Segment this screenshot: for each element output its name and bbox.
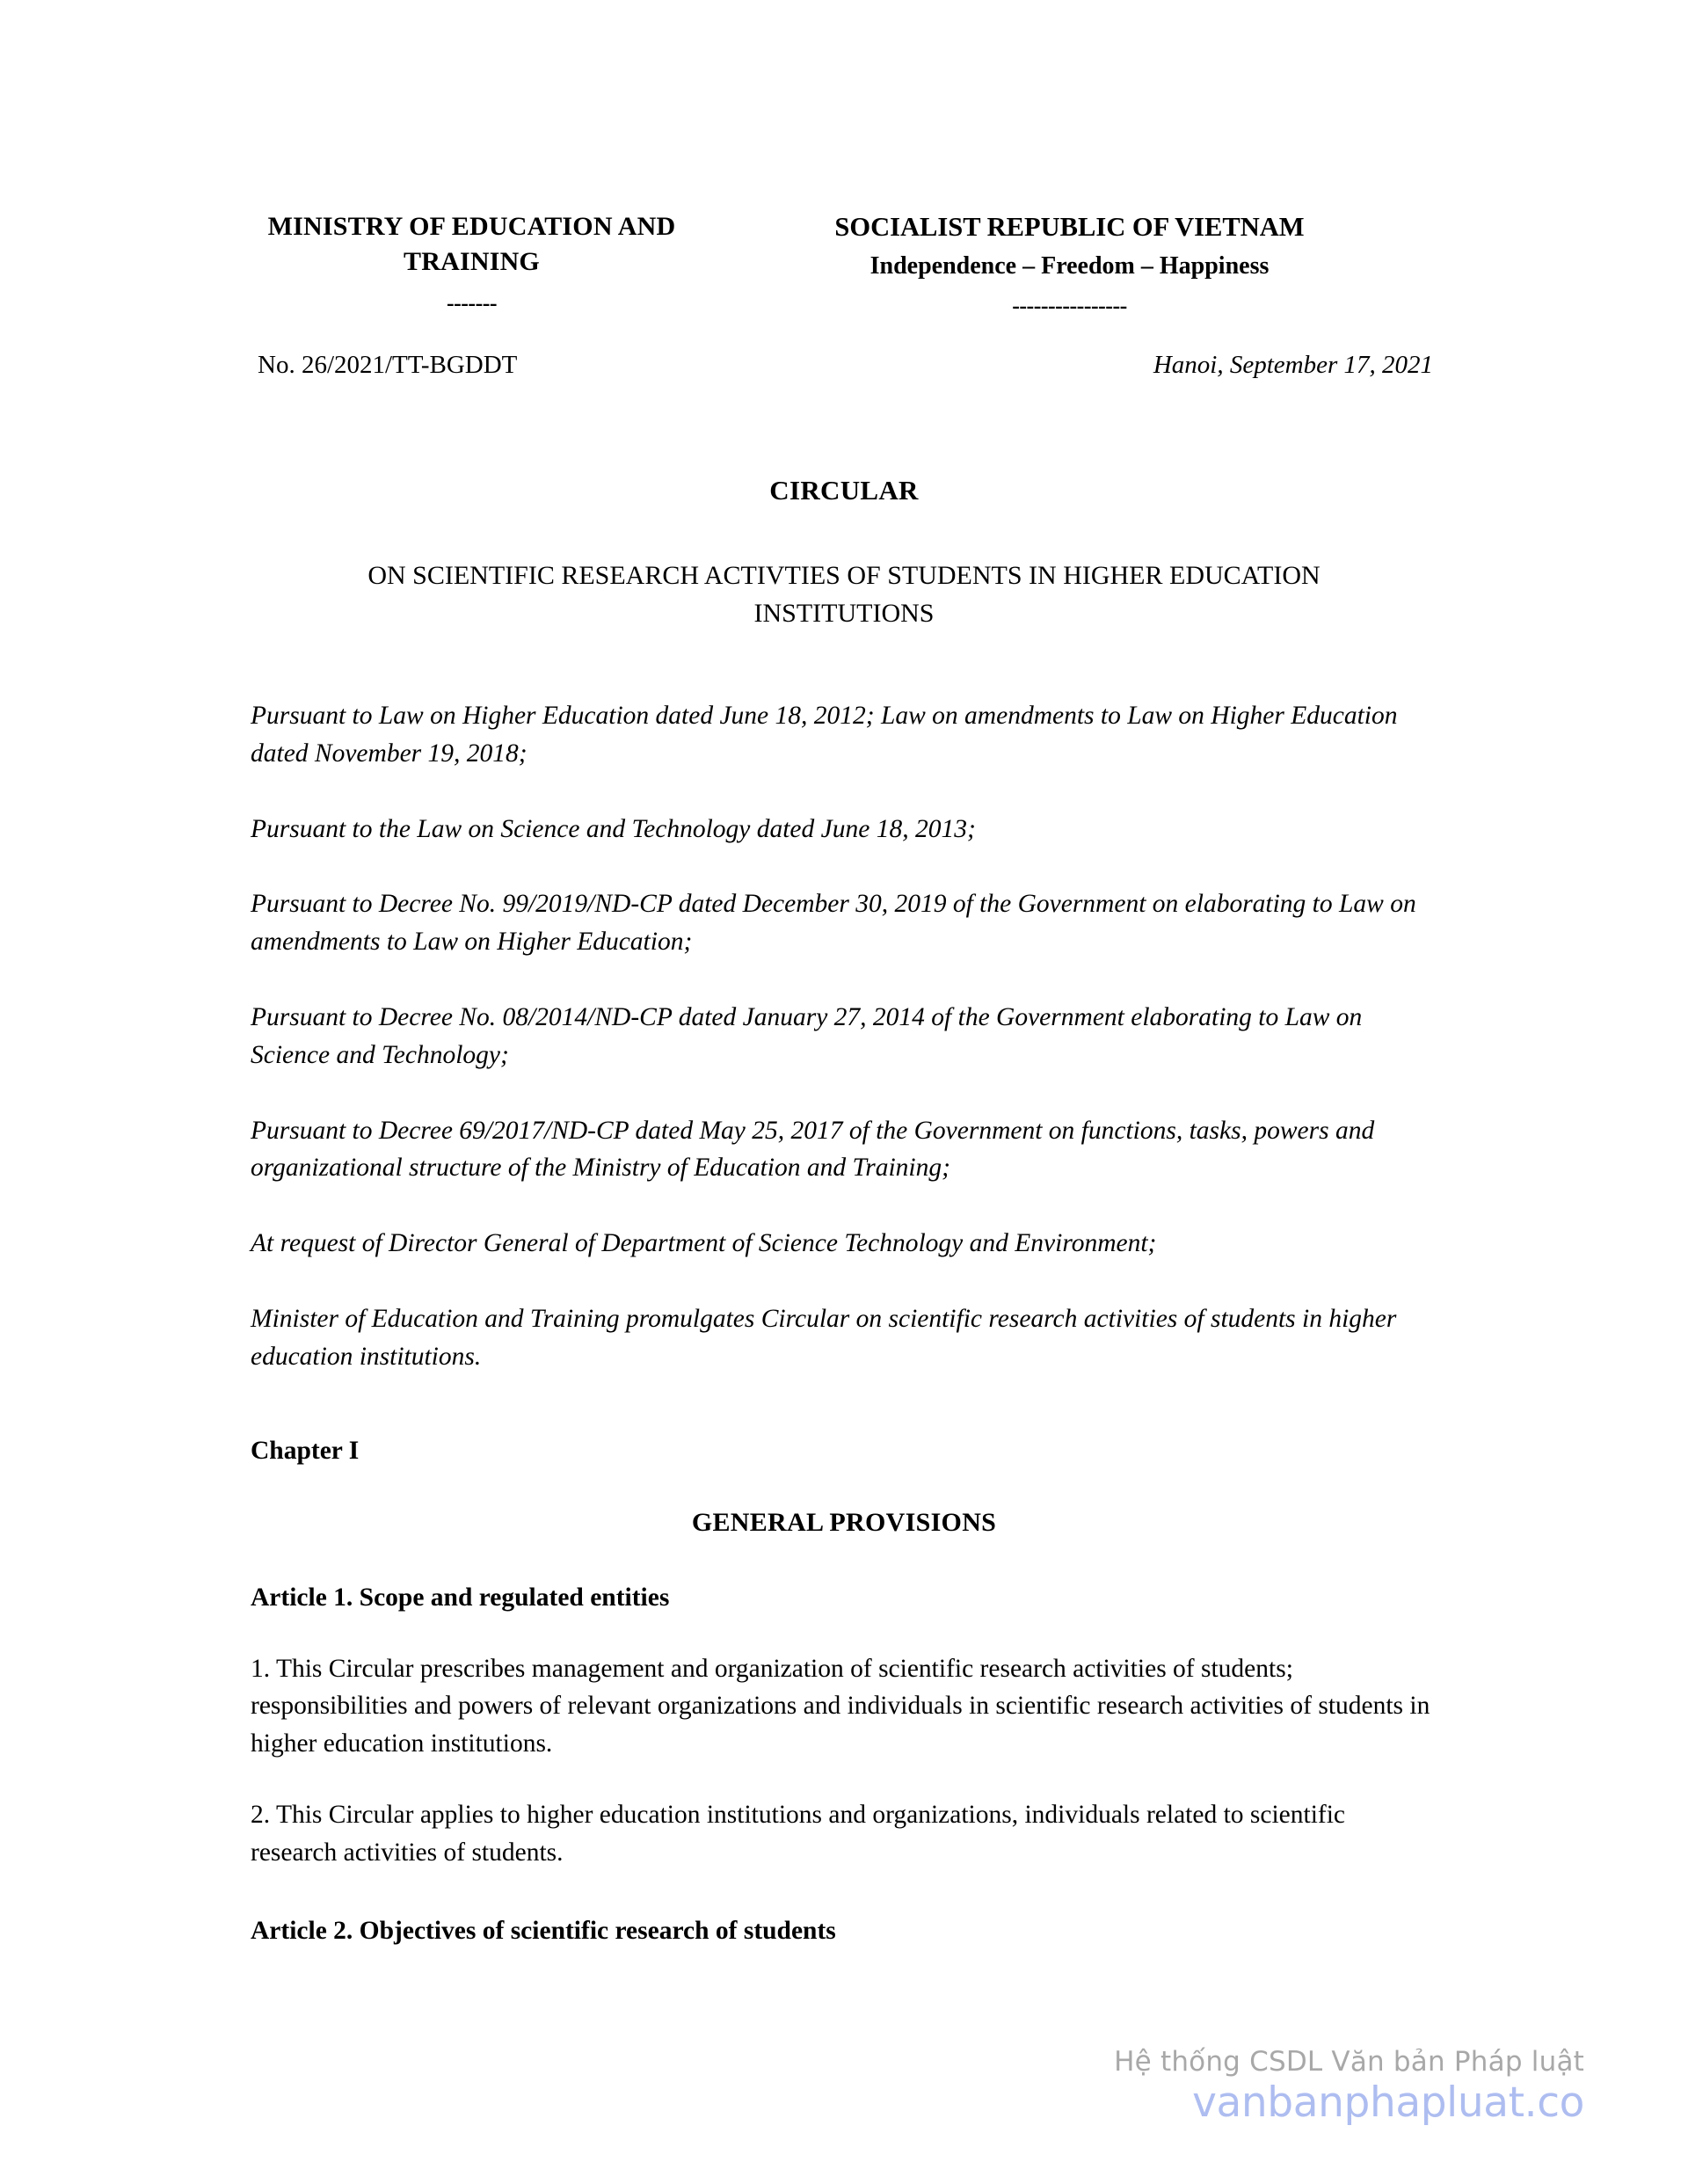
- document-meta-row: [251, 351, 1437, 380]
- national-motto: Independence – Freedom – Happiness: [869, 251, 1270, 280]
- preamble-clause: At request of Director General of Department of Science Technology and Environment;: [251, 1229, 1157, 1258]
- place-and-date: Hanoi, September 17, 2021: [1153, 350, 1433, 379]
- document-subject-title: ON SCIENTIFIC RESEARCH ACTIVTIES OF STUDENTS IN HIGHER EDUCATION INSTITUTIONS: [367, 560, 1321, 628]
- issuing-authority-block: [251, 209, 702, 317]
- issuing-authority-name: MINISTRY OF EDUCATION AND TRAINING: [267, 212, 676, 276]
- site-watermark: [1114, 2046, 1584, 2127]
- nation-separator: ----------------: [1012, 293, 1127, 319]
- article-heading: Article 2. Objectives of scientific research of students: [251, 1917, 836, 1946]
- preamble-clause: Pursuant to Decree 69/2017/ND-CP dated May 25, 2017 of the Government on functions, tasks, powers and organizational structure of the Ministry of Education and Training;: [251, 1116, 1375, 1183]
- chapter-title: GENERAL PROVISIONS: [691, 1508, 997, 1538]
- preamble-clause: Pursuant to Decree No. 99/2019/ND-CP dated December 30, 2019 of the Government on elaborating to Law on amendments to Law on Higher Education;: [251, 890, 1416, 957]
- preamble-promulgation: Minister of Education and Training promulgates Circular on scientific research activities of students in higher education institutions.: [251, 1304, 1397, 1371]
- nation-name: SOCIALIST REPUBLIC OF VIETNAM: [834, 212, 1305, 242]
- document-number: No. 26/2021/TT-BGDDT: [258, 350, 518, 379]
- authority-separator: -------: [446, 290, 498, 317]
- document-header: [251, 0, 1437, 319]
- national-heading-block: [702, 209, 1437, 319]
- article-heading: Article 1. Scope and regulated entities: [251, 1583, 670, 1613]
- document-type-title: CIRCULAR: [769, 474, 919, 506]
- article-paragraph: 2. This Circular applies to higher education institutions and organizations, individuals related to scientific research activities of students.: [251, 1800, 1346, 1867]
- watermark-tagline: Hệ thống CSDL Văn bản Pháp luật: [1114, 2046, 1584, 2078]
- chapter-label: Chapter I: [251, 1437, 360, 1466]
- preamble-clause: Pursuant to Law on Higher Education dated June 18, 2012; Law on amendments to Law on Higher Education dated November 19, 2018;: [251, 702, 1398, 768]
- preamble-clause: Pursuant to Decree No. 08/2014/ND-CP dated January 27, 2014 of the Government elaborating to Law on Science and Technology;: [251, 1002, 1363, 1069]
- article-paragraph: 1. This Circular prescribes management and organization of scientific research activities of students; responsibilities and powers of relevant organizations and individuals in scientific research activities of students in higher education institutions.: [251, 1654, 1430, 1758]
- watermark-domain: vanbanphapluat.co: [1192, 2078, 1584, 2127]
- preamble-clause: Pursuant to the Law on Science and Technology dated June 18, 2013;: [251, 814, 976, 843]
